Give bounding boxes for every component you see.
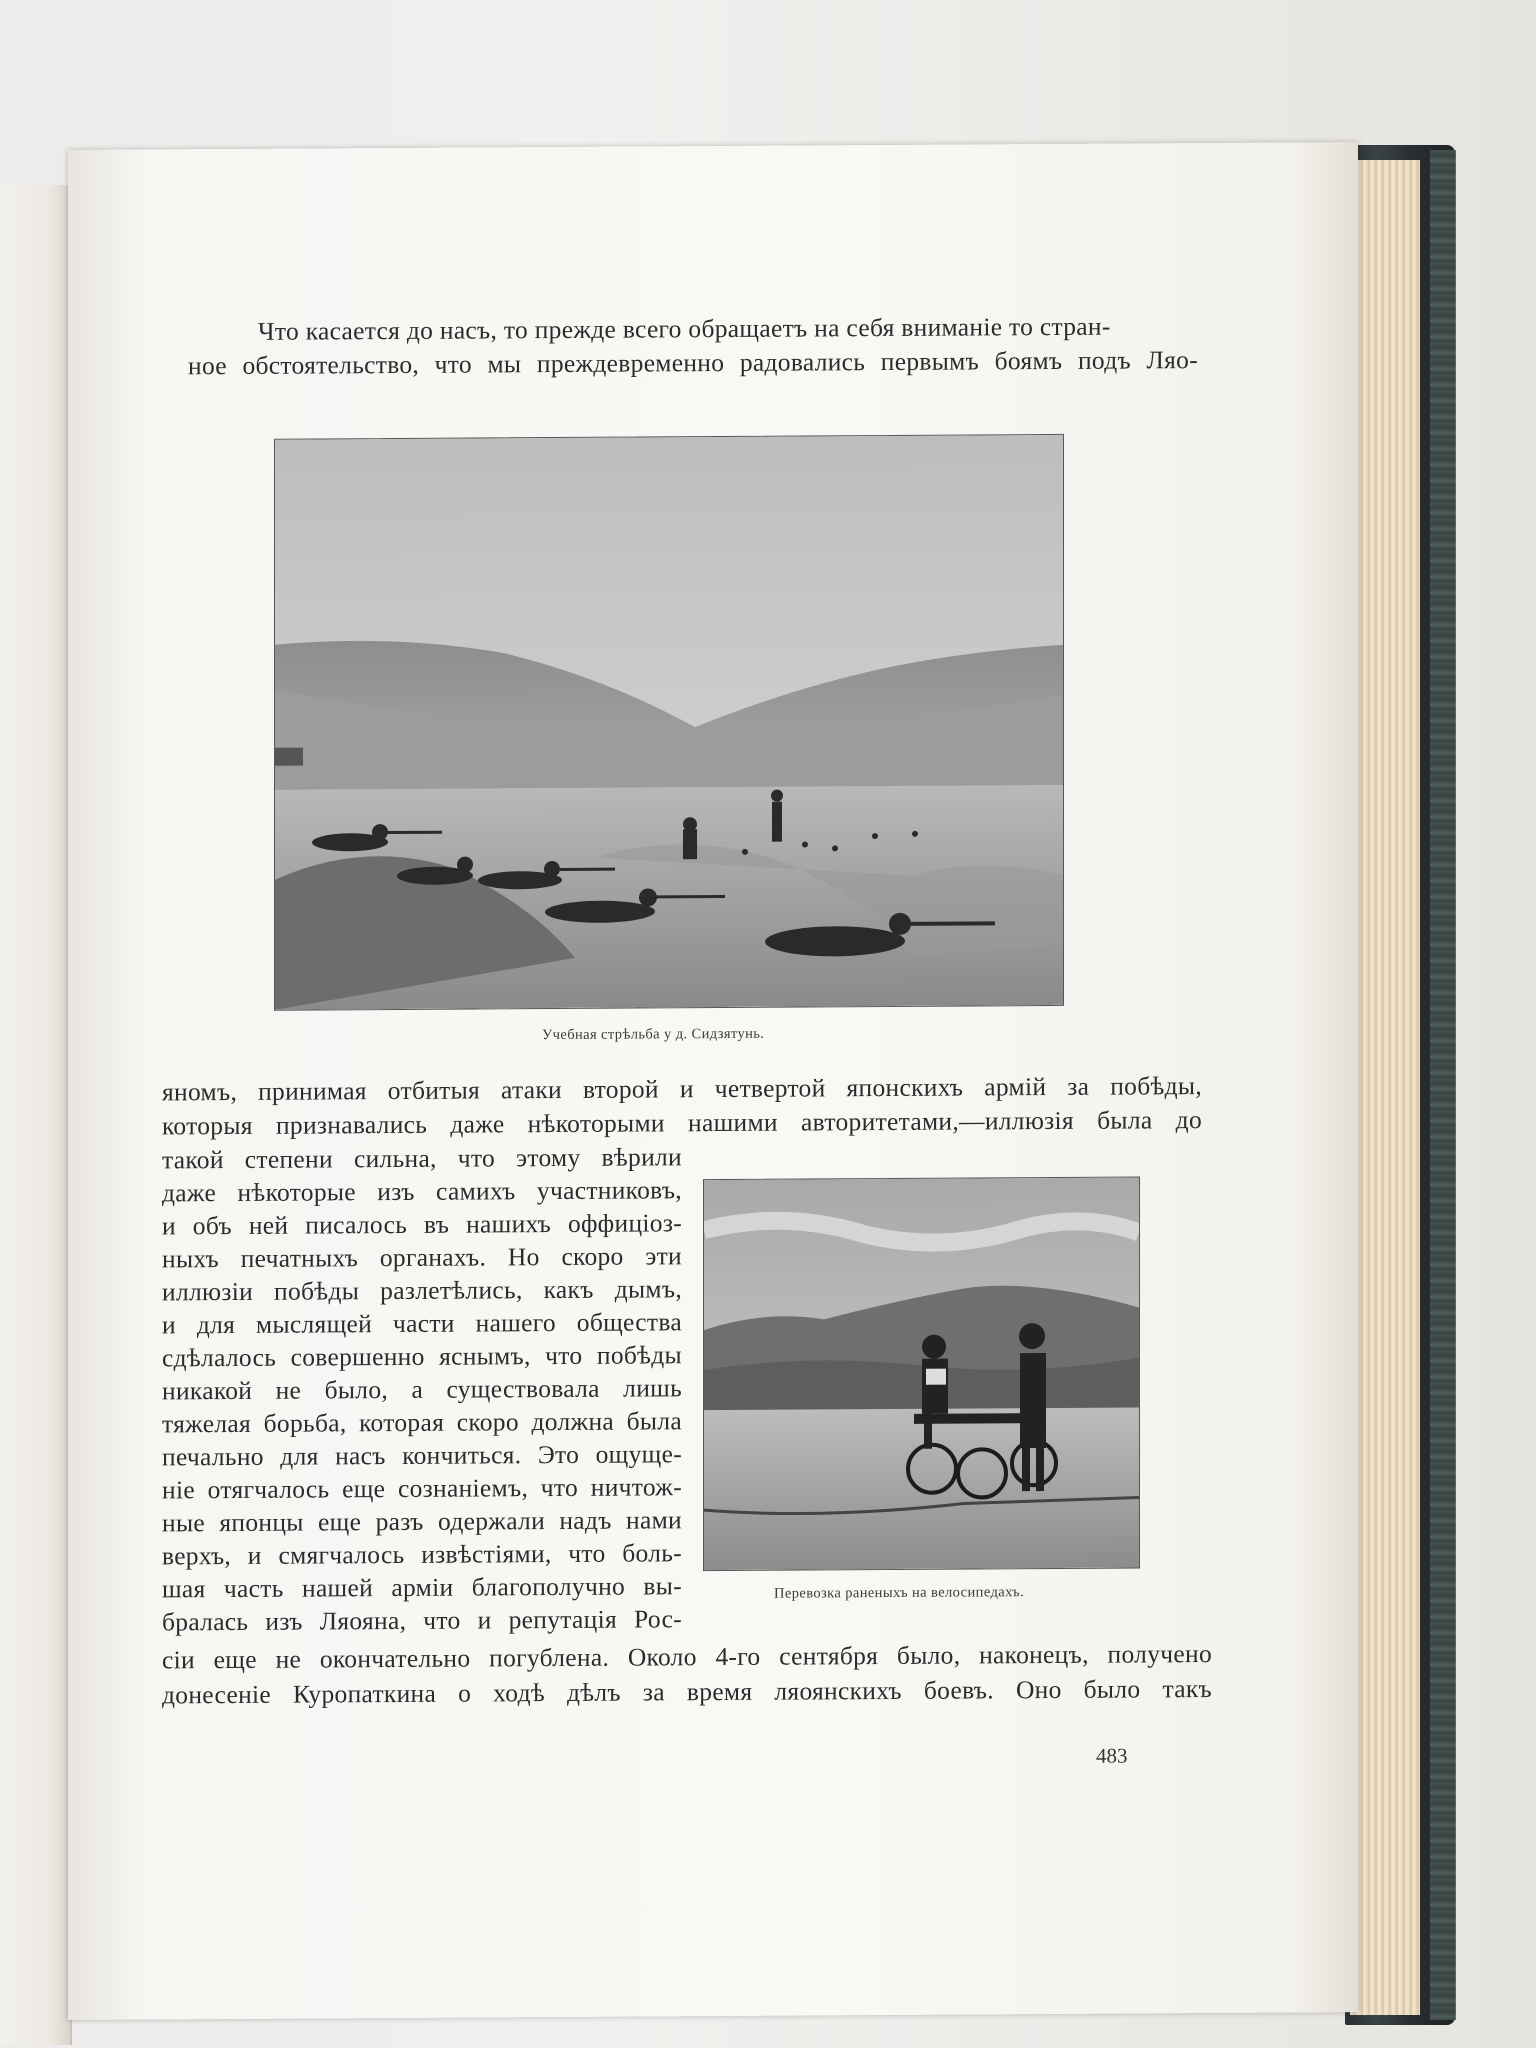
text-line: верхъ, и смягчалось извѣстіями, что боль- (162, 1538, 682, 1571)
text-line: сдѣлалось совершенно яснымъ, что побѣды (162, 1340, 682, 1373)
book-page (68, 142, 1358, 2020)
text-line: шая часть нашей арміи благополучно вы- (162, 1571, 682, 1604)
figure-caption: Учебная стрѣльба у д. Сидзятунь. (542, 1025, 765, 1044)
text-line: такой степени сильна, что этому вѣрили (162, 1142, 682, 1175)
text-line: яномъ, принимая отбитыя атаки второй и четвертой японскихъ армій за побѣды, (162, 1071, 1202, 1107)
figure-caption: Перевозка раненыхъ на велосипедахъ. (774, 1584, 1025, 1602)
photo-bicycle-stretcher (703, 1176, 1140, 1571)
text-line: даже нѣкоторые изъ самихъ участниковъ, (162, 1175, 682, 1208)
facing-page-edge (0, 185, 72, 2045)
text-line: донесеніе Куропаткина о ходѣ дѣлъ за время ляоянскихъ боевъ. Оно было такъ (162, 1674, 1212, 1710)
text-line: ныхъ печатныхъ органахъ. Но скоро эти (162, 1241, 682, 1274)
text-line: которыя признавались даже нѣкоторыми нашими авторитетами,—иллюзія была до (162, 1105, 1202, 1141)
text-line: тяжелая борьба, которая скоро должна была (162, 1406, 682, 1439)
text-line: бралась изъ Ляояна, что и репутація Рос- (162, 1604, 682, 1637)
text-line: печально для насъ кончиться. Это ощуще- (162, 1439, 682, 1472)
page-number: 483 (1096, 1743, 1128, 1768)
text-line: ное обстоятельство, что мы преждевременно радовались первымъ боямъ подъ Ляо- (188, 345, 1198, 381)
text-line: сіи еще не окончательно погублена. Около 4-го сентября было, наконецъ, получено (162, 1639, 1212, 1675)
text-line: иллюзіи побѣды разлетѣлись, какъ дымъ, (162, 1274, 682, 1307)
page-stack-edges (1350, 160, 1420, 2015)
text-line: ніе отягчалось еще сознаніемъ, что ничтож- (162, 1472, 682, 1505)
text-line: и для мыслящей части нашего общества (162, 1307, 682, 1340)
column-text (162, 1142, 752, 1641)
text-line: Что касается до насъ, то прежде всего обращаетъ на себя вниманіе то стран- (258, 311, 1111, 346)
text-line: никакой не было, а существовала лишь (162, 1373, 682, 1406)
text-line: и объ ней писалось въ нашихъ оффиціоз- (162, 1208, 682, 1241)
text-line: ные японцы еще разъ одержали надъ нами (162, 1505, 682, 1538)
cover-binding-texture (1430, 150, 1456, 2020)
photo-rifle-practice (274, 434, 1064, 1011)
